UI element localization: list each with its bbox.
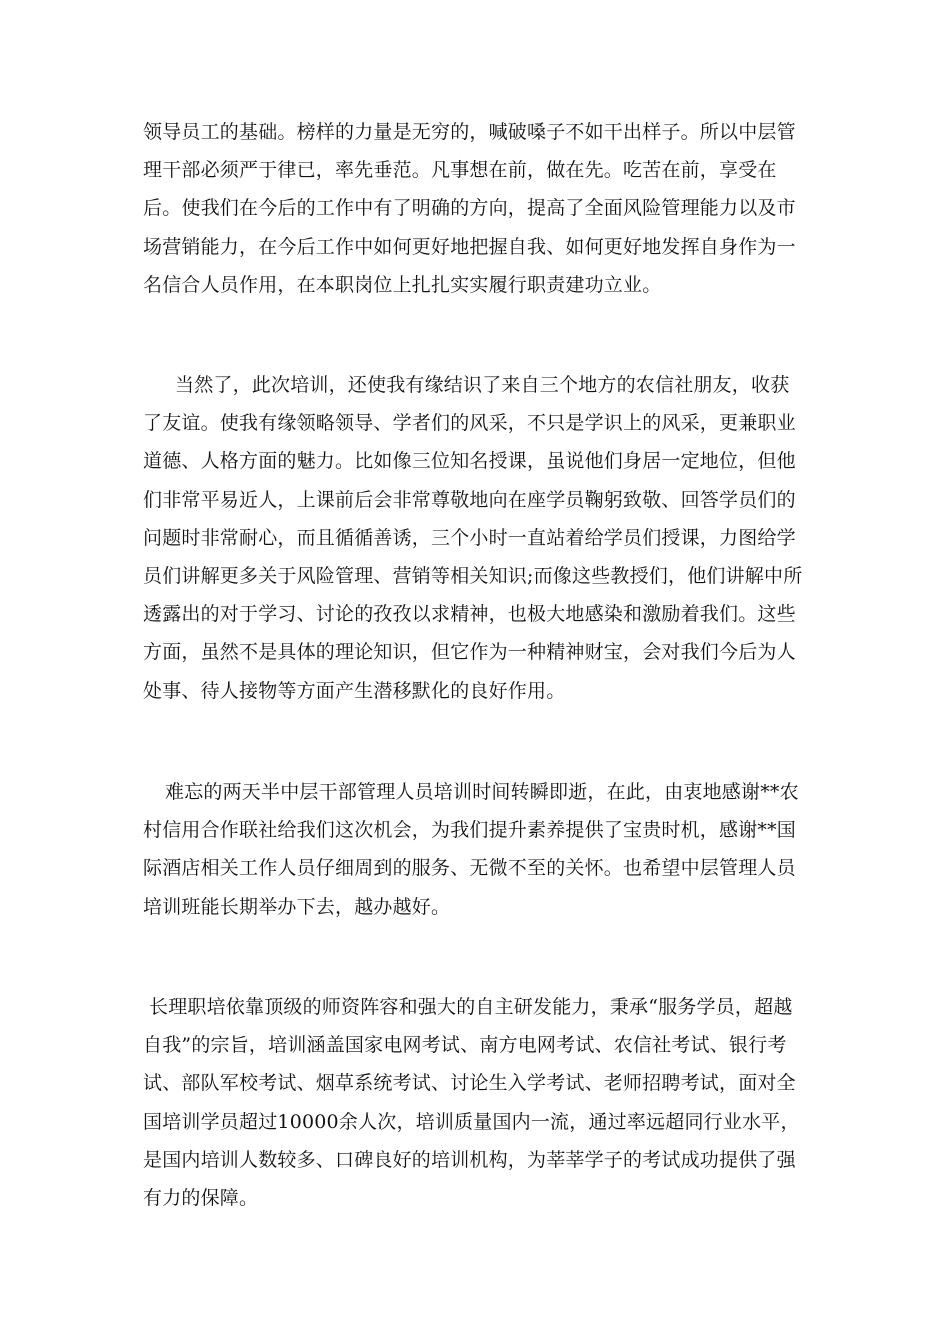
- paragraph-2: 当然了，此次培训，还使我有缘结识了来自三个地方的农信社朋友，收获了友谊。使我有缘领略领导、学者们的风采，不只是学识上的风采，更兼职业道德、人格方面的魅力。比如像三位知名授课，虽说他们身居一定地位，但他们非常平易近人，上课前后会非常尊敬地向在座学员鞠躬致敬、回答学员们的问题时非常耐心，而且循循善诱，三个小时一直站着给学员们授课，力图给学员们讲解更多关于风险管理、营销等相关知识;而像这些教授们，他们讲解中所透露出的对于学习、讨论的孜孜以求精神，也极大地感染和激励着我们。这些方面，虽然不是具体的理论知识，但它作为一种精神财宝，会对我们今后为人处事、待人接物等方面产生潜移默化的良好作用。: [143, 374, 803, 702]
- paragraph-3: 难忘的两天半中层干部管理人员培训时间转瞬即逝，在此，由衷地感谢**农村信用合作联社给我们这次机会，为我们提升素养提供了宝贵时机，感谢**国际酒店相关工作人员仔细周到的服务、无微不至的关怀。也希望中层管理人员培训班能长期举办下去，越办越好。: [143, 781, 799, 918]
- paragraph-4: 长理职培依靠顶级的师资阵容和强大的自主研发能力，秉承“服务学员，超越自我”的宗旨，培训涵盖国家电网考试、南方电网考试、农信社考试、银行考试、部队军校考试、烟草系统考试、讨论生入学考试、老师招聘考试，面对全国培训学员超过10000余人次，培训质量国内一流，通过率远超同行业水平，是国内培训人数较多、口碑良好的培训机构，为莘莘学子的考试成功提供了强有力的保障。: [143, 996, 800, 1210]
- paragraph-1: 领导员工的基础。榜样的力量是无穷的，喊破嗓子不如干出样子。所以中层管理干部必须严于律已，率先垂范。凡事想在前，做在先。吃苦在前，享受在后。使我们在今后的工作中有了明确的方向，提高了全面风险管理能力以及市场营销能力，在今后工作中如何更好地把握自我、如何更好地发挥自身作为一名信合人员作用，在本职岗位上扎扎实实履行职责建功立业。: [143, 121, 796, 296]
